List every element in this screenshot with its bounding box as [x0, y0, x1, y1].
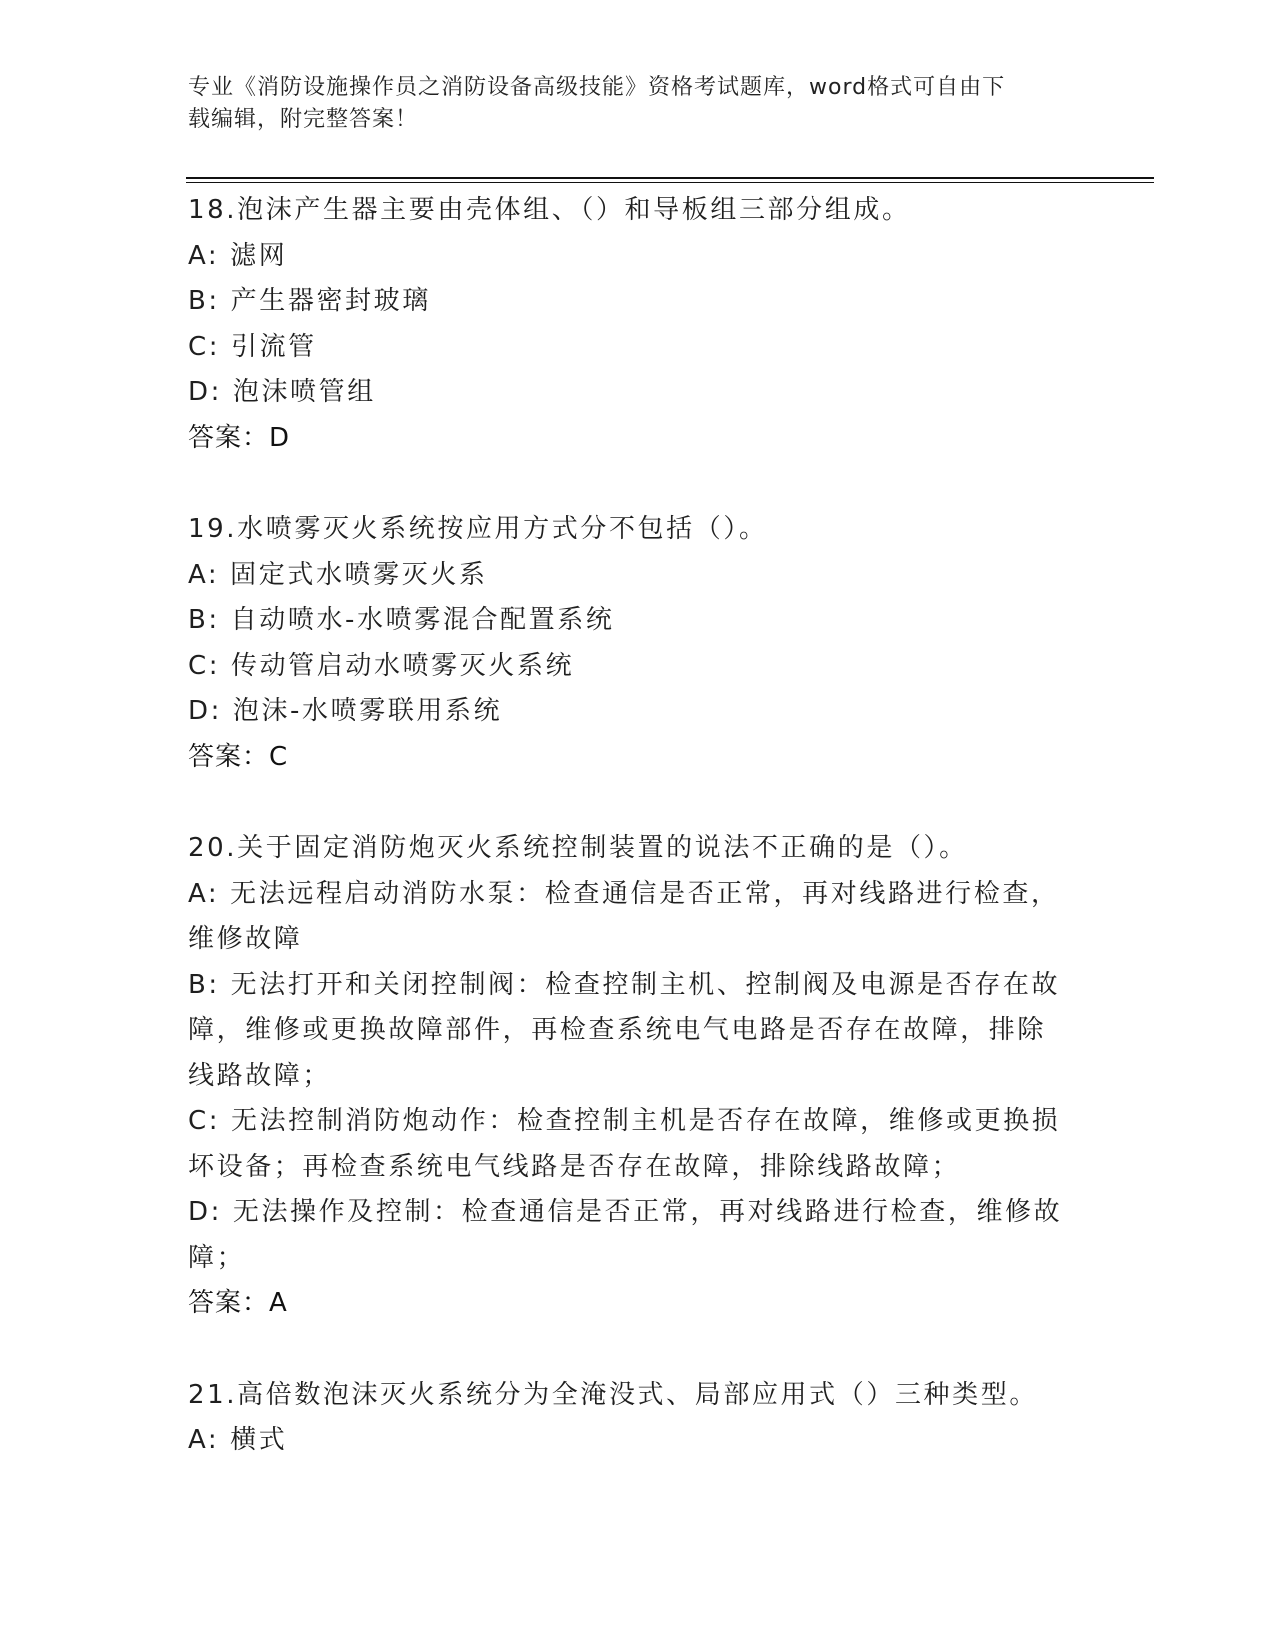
option-c: C: 无法控制消防炮动作：检查控制主机是否存在故障，维修或更换损 坏设备；再检查系统电气线路是否存在故障，排除线路故障； [188, 1106, 1061, 1182]
option-a: A: 固定式水喷雾灭火系 [188, 559, 488, 590]
option-b: B: 无法打开和关闭控制阀：检查控制主机、控制阀及电源是否存在故 障，维修或更换故障部件，再检查系统电气电路是否存在故障，排除 线路故障； [188, 969, 1061, 1091]
question-18 [188, 188, 1088, 461]
header-rule-thick [186, 177, 1154, 179]
question-stem: 18.泡沫产生器主要由壳体组、（）和导板组三部分组成。 [188, 195, 911, 225]
question-stem: 21.高倍数泡沫灭火系统分为全淹没式、局部应用式（）三种类型。 [188, 1379, 1038, 1410]
option-a: A: 横式 [188, 1425, 288, 1455]
question-stem: 20.关于固定消防炮灭火系统控制装置的说法不正确的是（）。 [188, 833, 968, 863]
header-line-1: 专业《消防设施操作员之消防设备高级技能》资格考试题库，word格式可自由下 [188, 75, 1006, 100]
option-c: C: 传动管启动水喷雾灭火系统 [188, 650, 575, 681]
option-d: D: 泡沫-水喷雾联用系统 [188, 696, 503, 726]
document-header [188, 72, 1068, 136]
question-list [188, 188, 1088, 1464]
question-stem: 19.水喷雾灭火系统按应用方式分不包括（）。 [188, 514, 768, 544]
option-a: A: 无法远程启动消防水泵：检查通信是否正常，再对线路进行检查， 维修故障 [188, 878, 1060, 954]
answer-line [188, 735, 1088, 781]
answer-label: 答案： [188, 741, 270, 772]
option-d: D: 泡沫喷管组 [188, 377, 376, 407]
option-d: D: 无法操作及控制：检查通信是否正常，再对线路进行检查，维修故 障； [188, 1197, 1063, 1273]
answer-value: A [269, 1288, 287, 1318]
answer-line [188, 1281, 1088, 1327]
answer-value: D [269, 422, 290, 453]
question-19 [188, 507, 1088, 780]
option-b: B: 自动喷水-水喷雾混合配置系统 [188, 605, 615, 635]
option-a: A: 滤网 [188, 240, 288, 271]
answer-line [188, 416, 1088, 462]
answer-label: 答案： [188, 422, 270, 453]
header-rule-thin [186, 182, 1154, 183]
option-b: B: 产生器密封玻璃 [188, 286, 431, 316]
question-20 [188, 826, 1088, 1327]
answer-value: C [269, 741, 288, 772]
header-line-2: 载编辑，附完整答案！ [188, 107, 419, 132]
question-21 [188, 1373, 1088, 1464]
option-c: C: 引流管 [188, 331, 317, 362]
answer-label: 答案： [188, 1288, 270, 1318]
